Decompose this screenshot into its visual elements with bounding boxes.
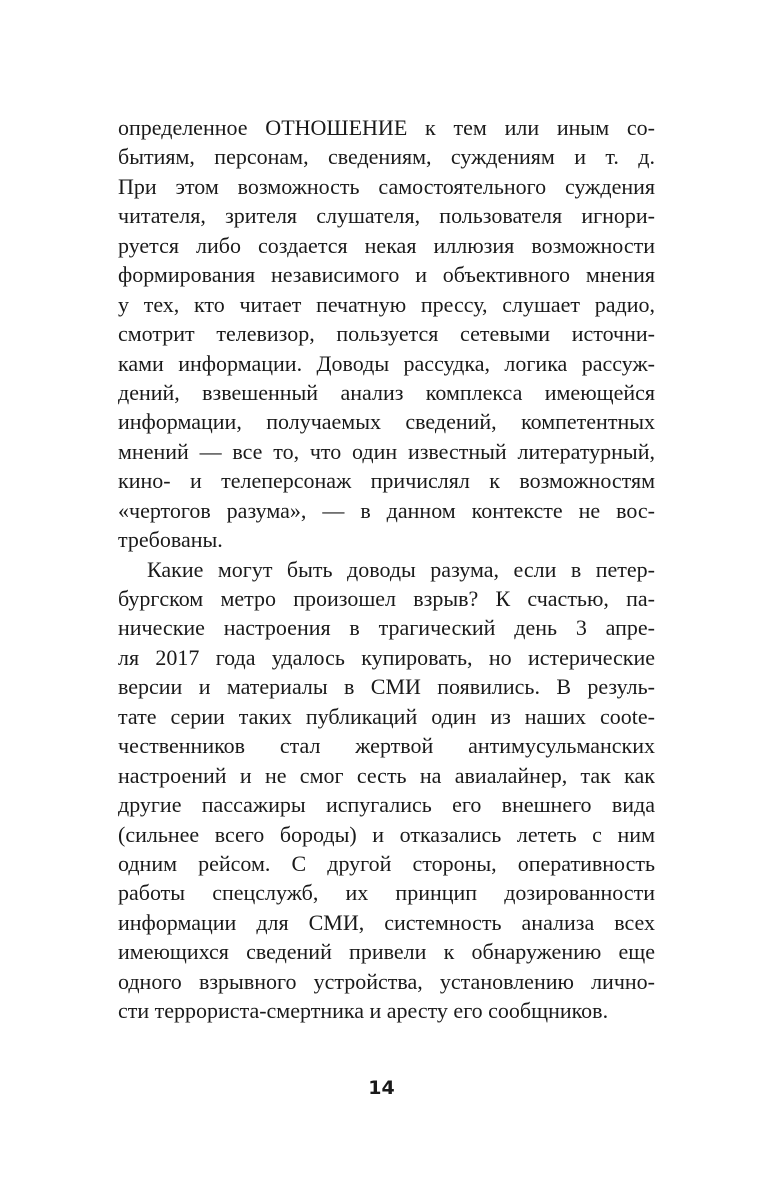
- text-line: читателя, зрителя слушателя, пользователя игнори-: [118, 203, 655, 229]
- text-line: формирования независимого и объективного мнения: [118, 262, 655, 288]
- text-line: сти террориста-смертника и аресту его сообщников.: [118, 998, 609, 1024]
- paragraph: [118, 555, 655, 1026]
- text-line: «чертогов разума», — в данном контексте не вос-: [118, 497, 655, 523]
- page-number: 14: [368, 1077, 395, 1099]
- body-text: [118, 113, 655, 1026]
- paragraph: [118, 113, 655, 555]
- text-line: При этом возможность самостоятельного суждения: [118, 173, 655, 199]
- text-line: дений, взвешенный анализ комплекса имеющейся: [118, 379, 655, 405]
- text-line: требованы.: [118, 527, 223, 553]
- text-line: смотрит телевизор, пользуется сетевыми источни-: [118, 321, 655, 347]
- text-line: другие пассажиры испугались его внешнего вида: [118, 792, 655, 818]
- text-line: у тех, кто читает печатную прессу, слушает радио,: [118, 291, 655, 317]
- text-line: бургском метро произошел взрыв? К счастью, па-: [118, 586, 655, 611]
- text-line: ками информации. Доводы рассудка, логика рассуж-: [118, 350, 655, 376]
- text-line: чественников стал жертвой антимусульманских: [118, 733, 655, 759]
- text-line: версии и материалы в СМИ появились. В резуль-: [118, 674, 655, 700]
- text-line: информации, получаемых сведений, компетентных: [118, 409, 655, 435]
- text-line: нические настроения в трагический день 3 апре-: [118, 615, 655, 641]
- text-line: информации для СМИ, системность анализа всех: [118, 909, 655, 935]
- text-line: имеющихся сведений привели к обнаружению еще: [118, 939, 655, 965]
- text-line: мнений — все то, что один известный литературный,: [118, 438, 655, 464]
- text-line: работы спецслужб, их принцип дозированности: [118, 880, 655, 906]
- text-line: тате серии таких публикаций один из наших соote-: [118, 703, 655, 729]
- text-line: кино- и телеперсонаж причислял к возможностям: [118, 468, 655, 494]
- text-line: Какие могут быть доводы разума, если в петер-: [147, 556, 655, 582]
- text-line: одним рейсом. С другой стороны, оперативность: [118, 850, 655, 876]
- text-line: руется либо создается некая иллюзия возможности: [118, 232, 655, 258]
- text-line: определенное ОТНОШЕНИЕ к тем или иным со-: [118, 115, 655, 140]
- text-line: бытиям, персонам, сведениям, суждениям и т. д.: [118, 144, 655, 170]
- text-line: настроений и не смог сесть на авиалайнер, так как: [118, 762, 655, 788]
- text-line: одного взрывного устройства, установлению лично-: [118, 968, 655, 994]
- text-line: (сильнее всего бороды) и отказались лететь с ним: [118, 821, 655, 847]
- text-line: ля 2017 года удалось купировать, но истерические: [118, 644, 655, 670]
